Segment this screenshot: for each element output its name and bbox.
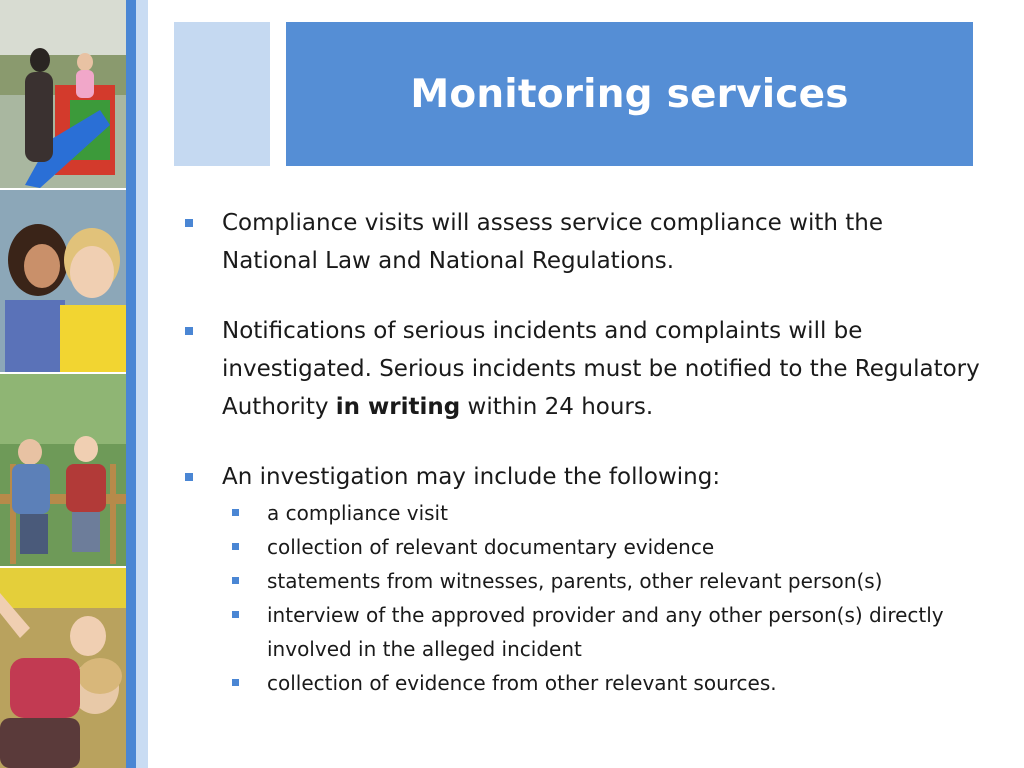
sub-bullet-item [182, 598, 982, 666]
sub-bullet-text: statements from witnesses, parents, other relevant person(s) [267, 569, 883, 593]
bullet-item [182, 204, 982, 280]
square-bullet-icon [232, 577, 239, 584]
bullet-emphasis: in writing [335, 394, 461, 420]
square-bullet-icon [185, 327, 193, 335]
sub-bullet-item [182, 496, 982, 530]
sub-bullet-item [182, 530, 982, 564]
sub-bullet-text: a compliance visit [267, 501, 448, 525]
bullet-item [182, 312, 982, 426]
bullet-text: within 24 hours. [460, 394, 654, 420]
square-bullet-icon [232, 611, 239, 618]
photo-girls-playing-outdoors [0, 568, 126, 768]
photo-two-girls-whispering [0, 190, 126, 372]
sub-bullet-text: collection of evidence from other relevant sources. [267, 671, 777, 695]
bullet-text: An investigation may include the following: [222, 464, 721, 490]
bullet-text: Compliance visits will assess service compliance with the National Law and National Regulations. [222, 210, 883, 274]
sub-bullet-list [182, 496, 982, 700]
photo-children-on-climbing-frame [0, 374, 126, 566]
slide-title: Monitoring services [410, 71, 849, 117]
sub-bullet-text: collection of relevant documentary evidence [267, 535, 715, 559]
slide-content [182, 204, 982, 700]
sub-bullet-text: interview of the approved provider and any other person(s) directly involved in the alleged incident [267, 603, 944, 661]
title-banner [286, 22, 973, 166]
accent-stripe [126, 0, 136, 768]
bullet-item [182, 458, 982, 496]
photo-woman-child-slide [0, 0, 126, 188]
square-bullet-icon [232, 509, 239, 516]
square-bullet-icon [232, 679, 239, 686]
sub-bullet-item [182, 666, 982, 700]
photo-strip [0, 0, 126, 768]
light-stripe [136, 0, 148, 768]
sub-bullet-item [182, 564, 982, 598]
bullet-text: Notifications of serious incidents and complaints will be investigated. Serious incidents must be notified to the Regulatory Authority [222, 318, 980, 420]
square-bullet-icon [185, 473, 193, 481]
square-bullet-icon [232, 543, 239, 550]
square-bullet-icon [185, 219, 193, 227]
title-side-block [174, 22, 270, 166]
